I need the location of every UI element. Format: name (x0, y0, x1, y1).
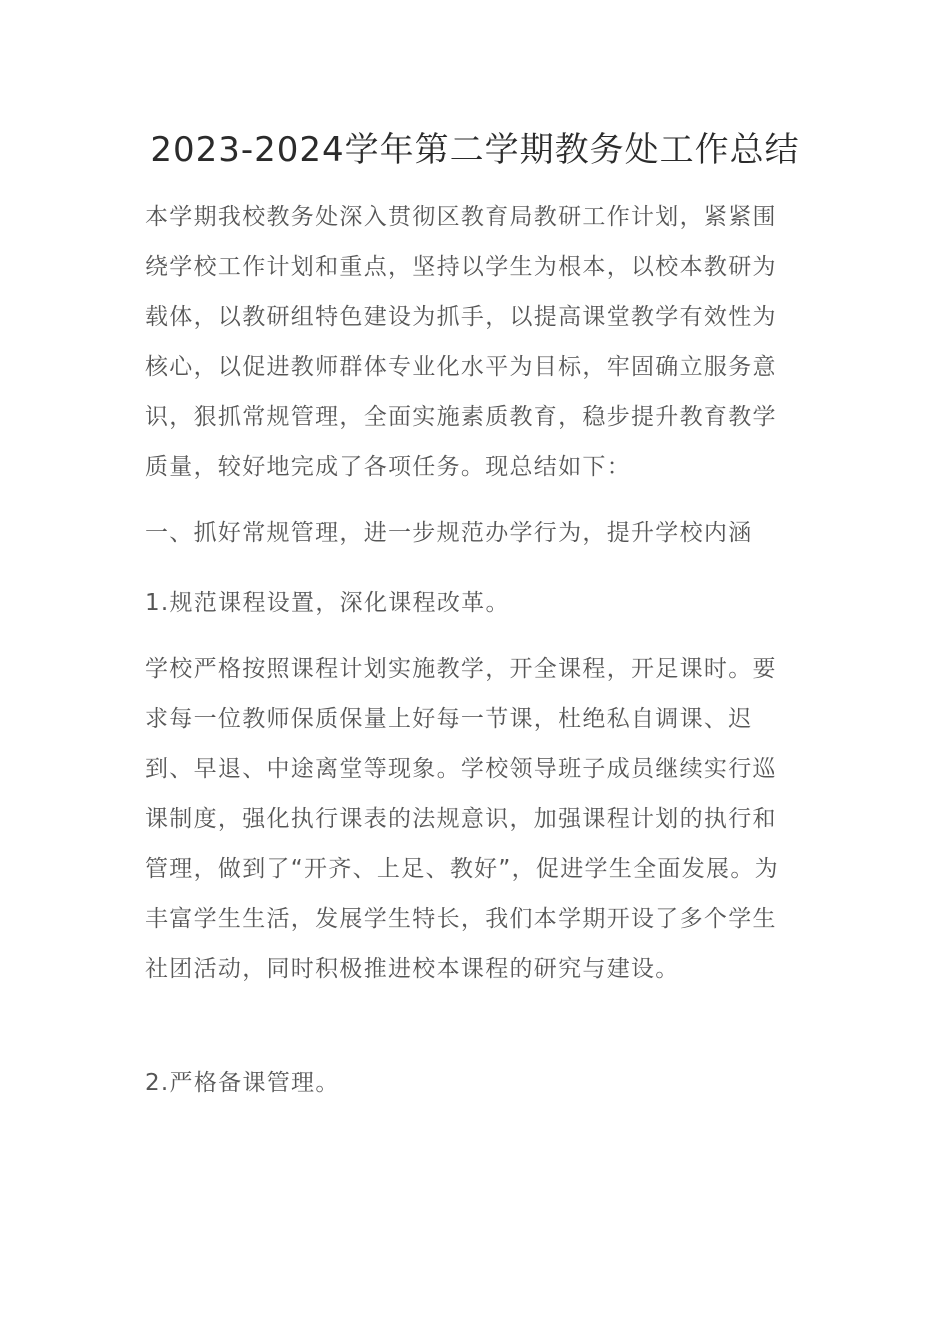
section-heading-1: 一、抓好常规管理，进一步规范办学行为，提升学校内涵 (145, 520, 753, 546)
intro-paragraph: 本学期我校教务处深入贯彻区教育局教研工作计划，紧紧围绕学校工作计划和重点，坚持以学生为根本，以校本教研为载体，以教研组特色建设为抓手，以提高课堂教学有效性为核心，以促进教师群体专业化水平为目标，牢固确立服务意识，狠抓常规管理，全面实施素质教育，稳步提升教育教学质量，较好地完成了各项任务。现总结如下： (145, 204, 777, 480)
item-heading-1: 1.规范课程设置，深化课程改革。 (145, 590, 510, 616)
item-body-1: 学校严格按照课程计划实施教学，开全课程，开足课时。要求每一位教师保质保量上好每一节课，杜绝私自调课、迟到、早退、中途离堂等现象。学校领导班子成员继续实行巡课制度，强化执行课表的法规意识，加强课程计划的执行和管理，做到了“开齐、上足、教好”，促进学生全面发展。为丰富学生生活，发展学生特长，我们本学期开设了多个学生社团活动，同时积极推进校本课程的研究与建设。 (145, 656, 779, 982)
document-title: 2023-2024学年第二学期教务处工作总结 (150, 130, 800, 170)
item-heading-2: 2.严格备课管理。 (145, 1070, 340, 1096)
